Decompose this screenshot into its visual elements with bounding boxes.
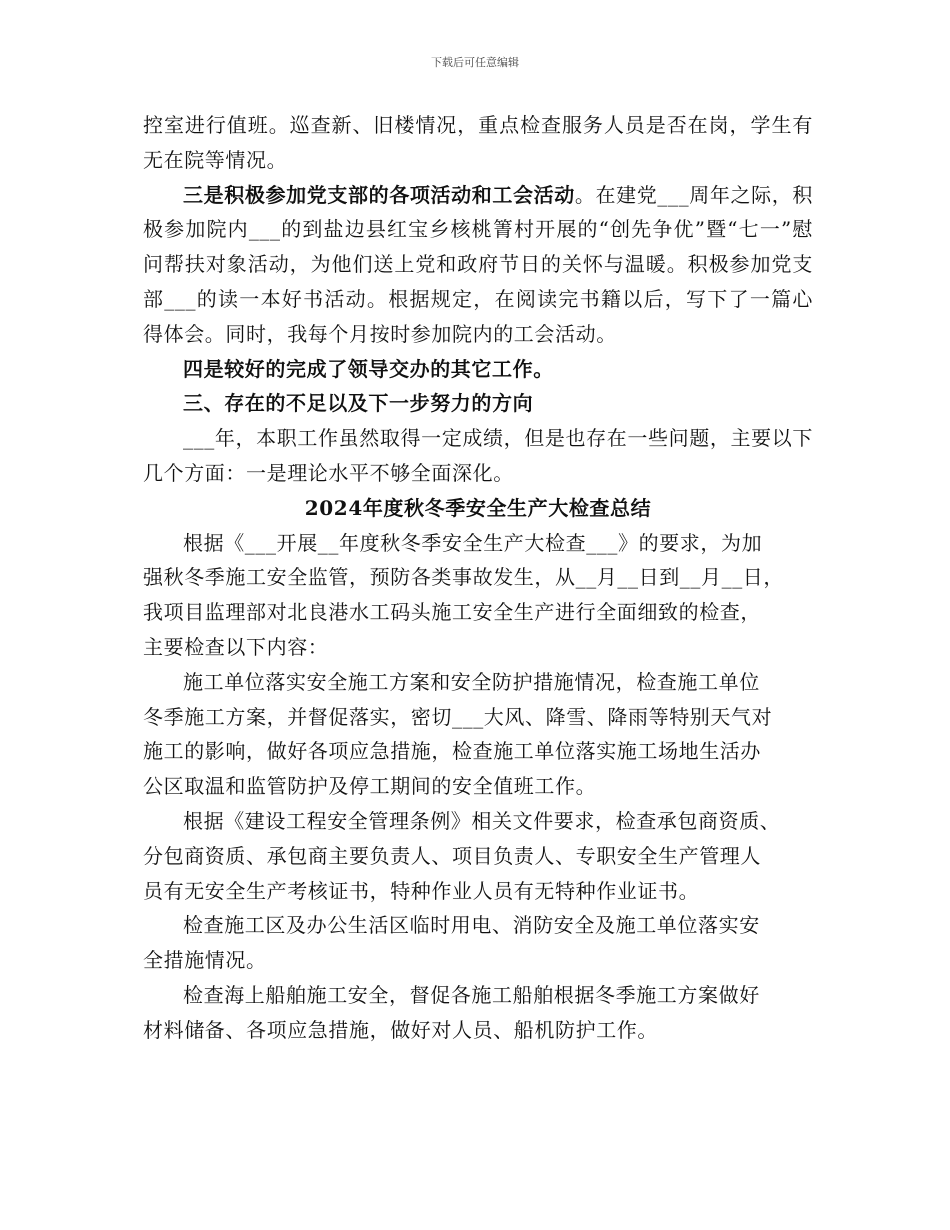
paragraph-intro-line-4: 主要检查以下内容： (143, 634, 329, 659)
paragraph-shortcomings: ___年，本职工作虽然取得一定成绩，但是也存在一些问题，主要以下几个方面：一是理论水平不够全面深化。 (143, 426, 813, 485)
paragraph-construction-line-4: 公区取温和监管防护及停工期间的安全值班工作。 (143, 774, 597, 799)
paragraph-electricity-line-1: 检查施工区及办公生活区临时用电、消防安全及施工单位落实安 (183, 913, 760, 938)
document-title: 2024年度秋冬季安全生产大检查总结 (304, 495, 652, 520)
paragraph-qualification-line-1: 根据《建设工程安全管理条例》相关文件要求，检查承包商资质、 (183, 808, 781, 833)
document-body (143, 108, 813, 1048)
paragraph-ships-line-1: 检查海上船舶施工安全，督促各施工船舶根据冬季施工方案做好 (183, 982, 760, 1007)
paragraph-party-activities-text: 。在建党___周年之际，积极参加院内___的到盐边县红宝乡核桃箐村开展的“创先争优”暨“七一”慰问帮扶对象活动，为他们送上党和政府节日的关怀与温暖。积极参加党支部___的读一本好书活动。根据规定，在阅读完书籍以后，写下了一篇心得体会。同时，我每个月按时参加院内的工会活动。 (143, 182, 813, 346)
paragraph-qualification-line-3: 员有无安全生产考核证书，特种作业人员有无特种作业证书。 (143, 878, 700, 903)
paragraph-patrol: 控室进行值班。巡查新、旧楼情况，重点检查服务人员是否在岗，学生有无在院等情况。 (143, 113, 813, 172)
paragraph-intro-line-3: 我项目监理部对北良港水工码头施工安全生产进行全面细致的检查， (143, 600, 761, 625)
paragraph-ships-line-2: 材料储备、各项应急措施，做好对人员、船机防护工作。 (143, 1017, 658, 1042)
paragraph-intro-line-1: 根据《___开展__年度秋冬季安全生产大检查___》的要求，为加 (183, 530, 763, 555)
page-header: 下载后可任意编辑 (431, 56, 519, 69)
second-section (143, 491, 813, 1048)
paragraph-construction-line-1: 施工单位落实安全施工方案和安全防护措施情况，检查施工单位 (183, 669, 760, 694)
paragraph-electricity-line-2: 全措施情况。 (143, 948, 267, 973)
paragraph-construction-line-2: 冬季施工方案，并督促落实，密切___大风、降雪、降雨等特别天气对 (143, 704, 773, 729)
paragraph-other-work: 四是较好的完成了领导交办的其它工作。 (183, 356, 554, 381)
paragraph-qualification-line-2: 分包商资质、承包商主要负责人、项目负责人、专职安全生产管理人 (143, 843, 761, 868)
paragraph-intro-line-2: 强秋冬季施工安全监管，预防各类事故发生，从__月__日到__月__日， (143, 565, 784, 590)
paragraph-party-activities-heading: 三是积极参加党支部的各项活动和工会活动 (183, 182, 575, 207)
paragraph-party-activities (143, 178, 813, 352)
first-section (143, 108, 813, 491)
section-heading-shortcomings: 三、存在的不足以及下一步努力的方向 (183, 391, 534, 416)
paragraph-construction-line-3: 施工的影响，做好各项应急措施，检查施工单位落实施工场地生活办 (143, 739, 761, 764)
